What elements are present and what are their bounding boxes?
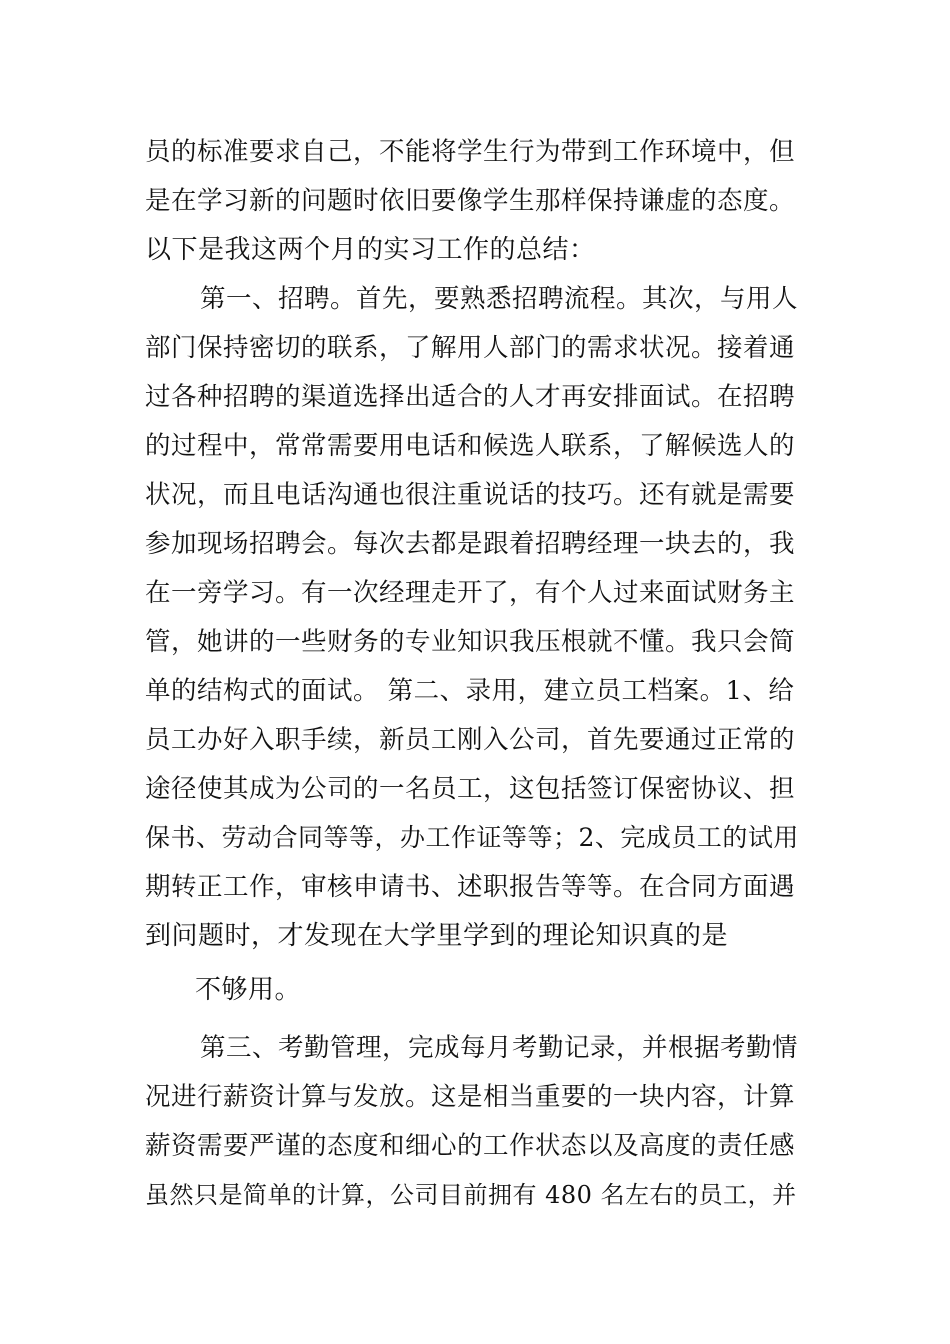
text-line: 在一旁学习。有一次经理走开了，有个人过来面试财务主 (145, 578, 796, 608)
text-line: 员的标准要求自己，不能将学生行为带到工作环境中，但 (145, 137, 796, 167)
text-line: 参加现场招聘会。每次去都是跟着招聘经理一块去的，我 (145, 529, 796, 559)
text-line: 部门保持密切的联系，了解用人部门的需求状况。接着通 (145, 333, 796, 363)
text-line: 管，她讲的一些财务的专业知识我压根就不懂。我只会简 (145, 627, 796, 657)
text-line: 薪资需要严谨的态度和细心的工作状态以及高度的责任感 (145, 1131, 796, 1161)
text-line: 况进行薪资计算与发放。这是相当重要的一块内容，计算 (145, 1082, 796, 1112)
text-line: 的过程中，常常需要用电话和候选人联系，了解候选人的 (145, 431, 796, 461)
text-line: 保书、劳动合同等等，办工作证等等；2、完成员工的试用 (145, 823, 799, 852)
paragraph-first-line: 第一、招聘。首先，要熟悉招聘流程。其次，与用人 (200, 284, 799, 314)
text-line: 途径使其成为公司的一名员工，这包括签订保密协议、担 (145, 774, 796, 804)
text-line: 状况，而且电话沟通也很注重说话的技巧。还有就是需要 (145, 480, 796, 510)
text-line: 单的结构式的面试。 第二、录用，建立员工档案。1、给 (145, 676, 795, 706)
paragraph-first-line: 第三、考勤管理，完成每月考勤记录，并根据考勤情 (200, 1033, 799, 1063)
text-line: 过各种招聘的渠道选择出适合的人才再安排面试。在招聘 (145, 382, 796, 412)
text-line: 期转正工作，审核申请书、述职报告等等。在合同方面遇 (145, 872, 796, 902)
text-line: 到问题时，才发现在大学里学到的理论知识真的是 (145, 921, 729, 951)
text-line: 是在学习新的问题时依旧要像学生那样保持谦虚的态度。 (145, 186, 796, 216)
text-line: 不够用。 (195, 975, 302, 1005)
text-line: 员工办好入职手续，新员工刚入公司，首先要通过正常的 (145, 725, 796, 755)
text-line: 虽然只是简单的计算，公司目前拥有 480 名左右的员工，并 (145, 1181, 797, 1209)
text-line: 以下是我这两个月的实习工作的总结： (145, 235, 596, 265)
